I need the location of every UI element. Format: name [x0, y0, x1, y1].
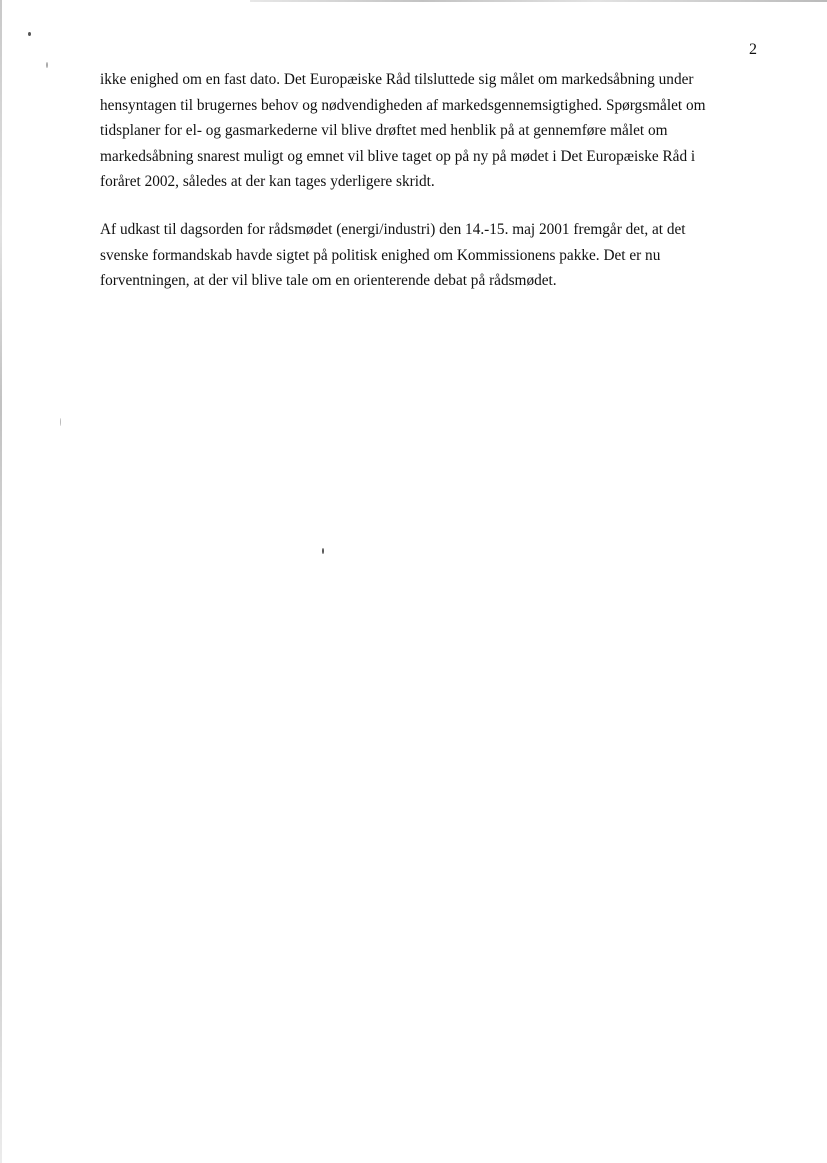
scan-edge-left [0, 0, 2, 1163]
page-number: 2 [749, 41, 757, 58]
text-line: foråret 2002, således at der kan tages yderligere skridt. [100, 173, 435, 190]
scan-speck [60, 418, 61, 426]
scan-speck [322, 548, 324, 554]
text-line: hensyntagen til brugernes behov og nødvendigheden af markedsgennemsigtighed. Spørgsmålet om [100, 96, 706, 114]
paragraph-2 [100, 217, 770, 294]
text-line: svenske formandskab havde sigtet på politisk enighed om Kommissionens pakke. Det er nu [100, 246, 661, 264]
text-line: tidsplaner for el- og gasmarkederne vil blive drøftet med henblik på at gennemføre målet om [100, 122, 668, 139]
text-line: Af udkast til dagsorden for rådsmødet (energi/industri) den 14.-15. maj 2001 fremgår det, at det [100, 221, 686, 238]
text-line: ikke enighed om en fast dato. Det Europæiske Råd tilsluttede sig målet om markedsåbning under [100, 71, 694, 88]
text-line: markedsåbning snarest muligt og emnet vil blive taget op på ny på mødet i Det Europæiske Råd i [100, 147, 696, 165]
paragraph-1 [100, 67, 770, 195]
scan-edge-top [250, 0, 827, 2]
text-line: forventningen, at der vil blive tale om en orienterende debat på rådsmødet. [100, 272, 557, 289]
scan-speck [28, 32, 31, 36]
scan-speck [46, 62, 48, 68]
